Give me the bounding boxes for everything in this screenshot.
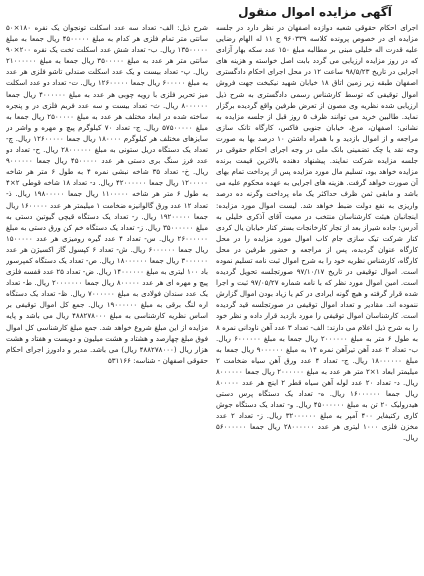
notice-right-text: اجرای احکام حقوقی شعبه دوازده اصفهان در نظر دارد در جلسه مزایده ای در خصوص پرونده کلاسه ۹۶۰۳۳۹ ج ۱۱ له الهام رضایی علیه قدرت اله خلیلی مبنی بر مطالبه مبلغ ۱۵۰ عدد سکه بهار آزادی که در روز مزایده ارزیابی می گردد بابت اصل خواسته و هزینه های اجرایی در تاریخ ۹۸/۵/۲۳ ساعت ۱۲ در محل اجرای احکام دادگستری اصفهان طبقه زیر زمین اتاق ۱۸ خیابان شهید نیکبخت جهت فروش اموال توقیفی که توسط کارشناس رسمی دادگستری به شرح ذیل ارزیابی شده نظریه وی مصون از تعرض طرفین واقع گردیده برگزار نماید. طالبین خرید می توانند ظرف ۵ روز قبل از جلسه مزایده به نشانی: اصفهان، مرغ، خیابان جنوبی فاکس، کارگاه تانک سازی مراجعه و از اموال بازدید و با همراه داشتن ۱۰ درصد بها به صورت وجه نقد یا چک تضمینی بانک ملی در وجه اجرای احکام حقوقی در جلسه مزایده شرکت نمایند. پیشنهاد دهنده بالاترین قیمت برنده مزایده خواهد بود، تسلیم مال مورد مزایده پس از پرداخت تمام بهای آن صورت خواهد گرفت. هزینه های اجرایی به عهده محکوم علیه می باشد و مابقی ثمن ظرف حداکثر یک ماه پرداخت وگرنه ده درصد واریزی به نفع دولت ضبط خواهد شد. لیست اموال مورد مزایده: اینجانبان هیئت کارشناسان منتخب در معیت آقای آذکری خلیلی به آدرس: جاده شیراز بعد از تجار کارخانجات بستر کنار خیابان یال کردی کنار شرکت تیک سازی جام کاب اموال مورد مزایده را در محل کارگاه عنوان گردیده، پس از مراجعه و حضور طرفین در محل کارگاه، کارشناس نظریه خود را به شرح اموال ثبت نامه تسلیم نموده است. اموال توقیفی در تاریخ ۹۷/۱۰/۱۷ صورتجلسه تحویل گردیده است. امین اموال مورد نظر که با نامه شماره ۹۷/۰۵/۲۷ ثبت و اجرا شده قرار گرفته و هیچ گونه ایرادی در کم یا زیاد بودن اموال گزارش ننموده اند. مقادیر و تعداد اموال توقیفی در صورتجلسه قید گردیده است. کارشناسان اموال توقیفی را مورد بازدید قرار داده و نظر خود را به شرح ذیل اعلام می دارند: الف- تعداد ۳ عدد آهن ناودانی نمره ۸ به طول ۶ متر به مبلغ ۲۰۰۰۰۰۰ ریال جمعا به مبلغ ۶۰۰۰۰۰۰ ریال. ب- تعداد ۲ عدد آهن تیرآهن نمره ۱۴ به مبلغ ۹۰۰۰۰۰۰ ریال جمعا به مبلغ ۱۸۰۰۰۰۰۰ ریال. ج- تعداد ۴ عدد ورق آهن سیاه ضخامت ۲ میلیمتر ابعاد ۱×۲ متر هر عدد به مبلغ ۲۰۰۰۰۰۰ ریال جمعا ۸۰۰۰۰۰۰ ریال. د- تعداد ۲۰ عدد لوله آهن سیاه قطر ۲ اینچ هر عدد ۸۰۰۰۰۰ ریال جمعا ۱۶۰۰۰۰۰۰ ریال. ه- تعداد یک دستگاه پرس دستی هیدرولیک ۲۰ تن به مبلغ ۴۵۰۰۰۰۰۰ ریال. و- تعداد یک دستگاه جوش کاری رکتیفایر ۴۰۰ آمپر به مبلغ ۳۲۰۰۰۰۰۰ ریال. ز- تعداد ۲ عدد مخزن فلزی ۱۰۰۰ لیتری هر عدد ۲۸۰۰۰۰۰۰ ریال جمعا ۵۶۰۰۰۰۰۰ ریال. <box>216 23 418 443</box>
notice-title: آگهی مزایده اموال منقول <box>238 5 392 19</box>
notice-column-right <box>216 22 418 570</box>
notice-column-left <box>6 22 208 570</box>
notice-left-text: شرح ذیل: الف- تعداد سه عدد اسکلت تونجوان یک نفره ۱۸۰×۵۰ سانتی متر تمام فلزی هر کدام به مبلغ ۴۵۰۰۰۰۰ ریال جمعا به مبلغ ۱۳۵۰۰۰۰۰ ریال. ب- تعداد شش عدد اسکلت تخت یک نفره ۲۰۰×۹۰ سانتی متر هر عدد به مبلغ ۳۵۰۰۰۰۰ ریال جمعا به مبلغ ۲۱۰۰۰۰۰۰ ریال. پ- تعداد بیست و یک عدد اسکلت صندلی تاشو فلزی هر عدد به مبلغ ۶۰۰۰۰۰ ریال جمعا ۱۲۶۰۰۰۰۰ ریال. ت- تعداد دو عدد اسکلت میز تحریر فلزی با رویه چوبی هر عدد به مبلغ ۴۰۰۰۰۰۰ ریال جمعا ۸۰۰۰۰۰۰ ریال. ث- تعداد بیست و سه عدد فریم فلزی در و پنجره ساخته شده در ابعاد مختلف هر عدد به مبلغ ۲۵۰۰۰۰۰ ریال جمعا به مبلغ ۵۷۵۰۰۰۰۰ ریال. ج- تعداد ۷۰ کیلوگرم پیچ و مهره و واشر در سایزهای مختلف هر کیلوگرم ۱۸۰۰۰۰ ریال جمعا ۱۲۶۰۰۰۰۰ ریال. چ- تعداد یک دستگاه دریل ستونی به مبلغ ۲۸۰۰۰۰۰۰ ریال. ح- تعداد دو عدد فرز سنگ بری دستی هر عدد ۴۵۰۰۰۰۰ ریال جمعا ۹۰۰۰۰۰۰ ریال. خ- تعداد ۳۵ شاخه نبشی نمره ۴ به طول ۶ متر هر شاخه ۱۲۰۰۰۰۰ ریال جمعا ۴۲۰۰۰۰۰۰ ریال. د- تعداد ۱۸ شاخه قوطی ۲×۴ به طول ۶ متر هر شاخه ۱۱۰۰۰۰۰ ریال جمعا ۱۹۸۰۰۰۰۰ ریال. ذ- تعداد ۱۲ عدد ورق گالوانیزه ضخامت ۱ میلیمتر هر عدد ۱۶۰۰۰۰۰ ریال جمعا ۱۹۲۰۰۰۰۰ ریال. ر- تعداد یک دستگاه قیچی گیوتین دستی به مبلغ ۳۵۰۰۰۰۰۰ ریال. ز- تعداد یک دستگاه خم کن ورق دستی به مبلغ ۲۶۰۰۰۰۰۰ ریال. س- تعداد ۴ عدد گیره رومیزی هر عدد ۱۵۰۰۰۰۰ ریال جمعا ۶۰۰۰۰۰۰ ریال. ش- تعداد ۶ کپسول گاز اکسیژن هر عدد ۳۰۰۰۰۰۰ ریال جمعا ۱۸۰۰۰۰۰۰ ریال. ص- تعداد یک دستگاه کمپرسور باد ۱۰۰ لیتری به مبلغ ۱۴۰۰۰۰۰۰ ریال. ض- تعداد ۲۵ عدد قفسه فلزی پیچ و مهره ای هر عدد ۸۰۰۰۰۰ ریال جمعا ۲۰۰۰۰۰۰۰ ریال. ط- تعداد یک عدد سندان فولادی به مبلغ ۷۰۰۰۰۰۰ ریال. ظ- تعداد یک دستگاه اره لنگ برقی به مبلغ ۱۹۰۰۰۰۰۰ ریال. جمع کل اموال توقیفی بر اساس نظریه کارشناسی به مبلغ ۴۸۸۲۷۸۰۰۰ ریال می باشد و پایه مزایده از این مبلغ شروع خواهد شد. جمع مبلغ کارشناسی کل اموال فوق مبلغ چهارصد و هشتاد و هشت میلیون و دویست و هفتاد و هشت هزار ریال (۴۸۸۲۷۸۰۰۰ ریال) می باشد. مدیر و دادورز اجرای احکام حقوقی اصفهان - شناسه: ۵۳۱۱۶۶ <box>6 23 208 365</box>
notice-columns <box>6 22 418 570</box>
notice-page <box>6 4 418 570</box>
